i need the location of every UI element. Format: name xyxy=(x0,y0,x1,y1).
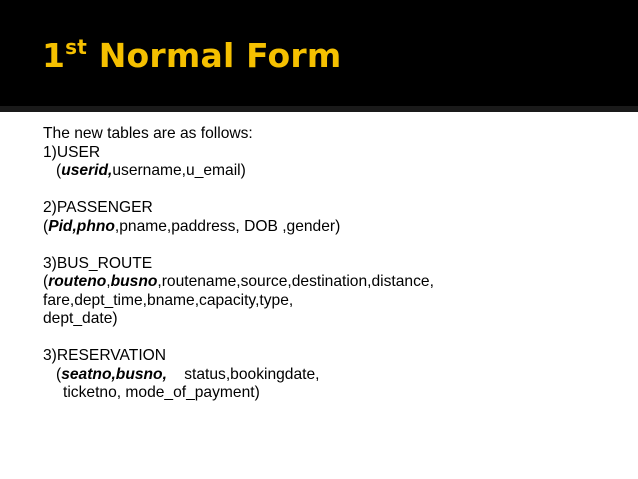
passenger-primary-key: Pid,phno xyxy=(48,217,115,235)
slide-title xyxy=(42,34,342,78)
user-table-name: 1)USER xyxy=(43,143,101,161)
title-superscript: st xyxy=(65,35,88,59)
bus-route-columns: ,routename,source,destination,distance, xyxy=(157,273,434,290)
user-table-columns xyxy=(43,162,603,181)
user-columns: username,u_email) xyxy=(112,162,246,179)
reservation-table-columns xyxy=(43,366,603,385)
open-paren: ( xyxy=(56,162,62,179)
title-bar xyxy=(0,0,638,106)
slide-body xyxy=(43,125,603,403)
bus-route-key-routeno: routeno xyxy=(48,273,107,290)
spacer xyxy=(43,236,603,255)
bus-route-key-busno: busno xyxy=(110,273,158,290)
spacer xyxy=(43,329,603,348)
passenger-columns: ,pname,paddress, DOB ,gender) xyxy=(114,217,341,235)
reservation-columns-line2: ticketno, mode_of_payment) xyxy=(63,384,260,401)
passenger-table-name: 2)PASSENGER xyxy=(43,199,153,216)
bus-route-table-name: 3)BUS_ROUTE xyxy=(43,254,153,272)
title-text: Normal Form xyxy=(87,36,342,75)
title-bar-shadow xyxy=(0,106,638,112)
bus-route-table-columns xyxy=(43,273,603,292)
reservation-table-name: 3)RESERVATION xyxy=(43,347,167,364)
comma: , xyxy=(106,273,111,290)
intro-text: The new tables are as follows: xyxy=(43,125,253,142)
bus-route-columns-line2: fare,dept_time,bname,capacity,type, xyxy=(43,291,294,309)
bus-route-columns-line3: dept_date) xyxy=(43,310,118,327)
spacer xyxy=(43,181,603,200)
open-paren: ( xyxy=(56,365,62,383)
title-number: 1 xyxy=(42,36,66,75)
reservation-primary-key: seatno,busno, xyxy=(61,365,167,383)
reservation-columns: status,bookingdate, xyxy=(166,365,320,383)
open-paren: ( xyxy=(43,273,49,290)
user-primary-key: userid, xyxy=(61,162,113,179)
passenger-table-columns xyxy=(43,218,603,237)
open-paren: ( xyxy=(43,217,49,235)
